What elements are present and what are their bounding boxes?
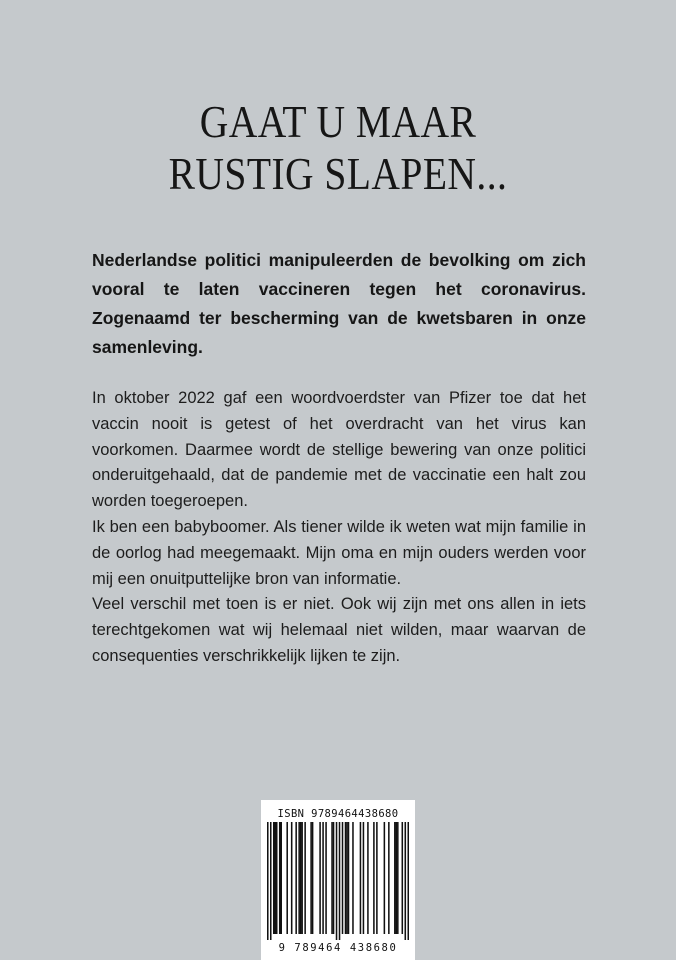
barcode-bars (267, 822, 409, 940)
barcode-bar (396, 822, 398, 934)
barcode-bar (336, 822, 338, 940)
barcode-bar (279, 822, 281, 934)
barcode-bar (291, 822, 293, 934)
lead-text: Nederlandse politici manipuleerden de bevolking om zich vooral te laten vaccineren tegen het coronavirus. Zogenaamd ter bescherming van de kwetsbaren in onze samenleving. (92, 250, 586, 357)
barcode-bar (342, 822, 344, 934)
barcode-bar (384, 822, 386, 934)
barcode-bar (394, 822, 396, 934)
barcode-bar (274, 822, 276, 934)
lead-paragraph (92, 246, 586, 362)
isbn-barcode (261, 800, 415, 960)
title-line-2: RUSTIG SLAPEN... (168, 148, 508, 199)
paragraph-1: In oktober 2022 gaf een woordvoerdster van Pfizer toe dat het vaccin nooit is getest of het overdracht van het virus kan voorkomen. Daarmee wordt de stellige bewering van onze politici onderuitgehaald, dat de pandemie met de vaccinatie een halt zou worden toegeroepen. (92, 389, 586, 511)
barcode-bar (346, 822, 348, 934)
barcode-bar (304, 822, 306, 934)
barcode-bar (322, 822, 324, 934)
barcode-bar (310, 822, 312, 934)
barcode-bar (333, 822, 335, 934)
barcode-bar (367, 822, 369, 934)
title-line-1: GAAT U MAAR (199, 96, 477, 147)
barcode-bar (345, 822, 347, 934)
barcode-bar (402, 822, 404, 934)
barcode-bar (397, 822, 399, 934)
barcode-bar (301, 822, 303, 934)
barcode-bar (352, 822, 354, 934)
barcode-bar (298, 822, 300, 934)
barcode-bar (348, 822, 350, 934)
barcode-bar (295, 822, 297, 934)
paragraph-3: Veel verschil met toen is er niet. Ook wij zijn met ons allen in iets terechtgekomen wat wij helemaal niet wilden, maar waarvan de consequenties verschrikkelijk lijken te zijn. (92, 595, 586, 665)
book-title (47, 96, 628, 200)
barcode-bar (319, 822, 321, 934)
barcode-bar (331, 822, 333, 934)
barcode-bar (273, 822, 275, 934)
barcode-bar (373, 822, 375, 934)
barcode-bar (325, 822, 327, 934)
isbn-label: ISBN 9789464438680 (277, 808, 399, 820)
back-cover-text (92, 386, 586, 670)
barcode-bar (388, 822, 390, 934)
barcode-bar (363, 822, 365, 934)
barcode-bar (300, 822, 302, 934)
barcode-bar (312, 822, 314, 934)
barcode-bar (376, 822, 378, 934)
barcode-bar (339, 822, 341, 940)
isbn-digits: 9 789464 438680 (278, 942, 398, 954)
barcode-bar (408, 822, 409, 940)
barcode-bar (267, 822, 269, 940)
barcode-bar (280, 822, 282, 934)
barcode-bar (286, 822, 288, 934)
paragraph-2: Ik ben een babyboomer. Als tiener wilde ik weten wat mijn familie in de oorlog had meegemaakt. Mijn oma en mijn ouders werden voor mij een onuitputtelijke bron van informatie. (92, 517, 586, 588)
barcode-bar (276, 822, 278, 934)
barcode-bar (405, 822, 407, 940)
barcode-bar (270, 822, 272, 940)
barcode-bar (360, 822, 362, 934)
